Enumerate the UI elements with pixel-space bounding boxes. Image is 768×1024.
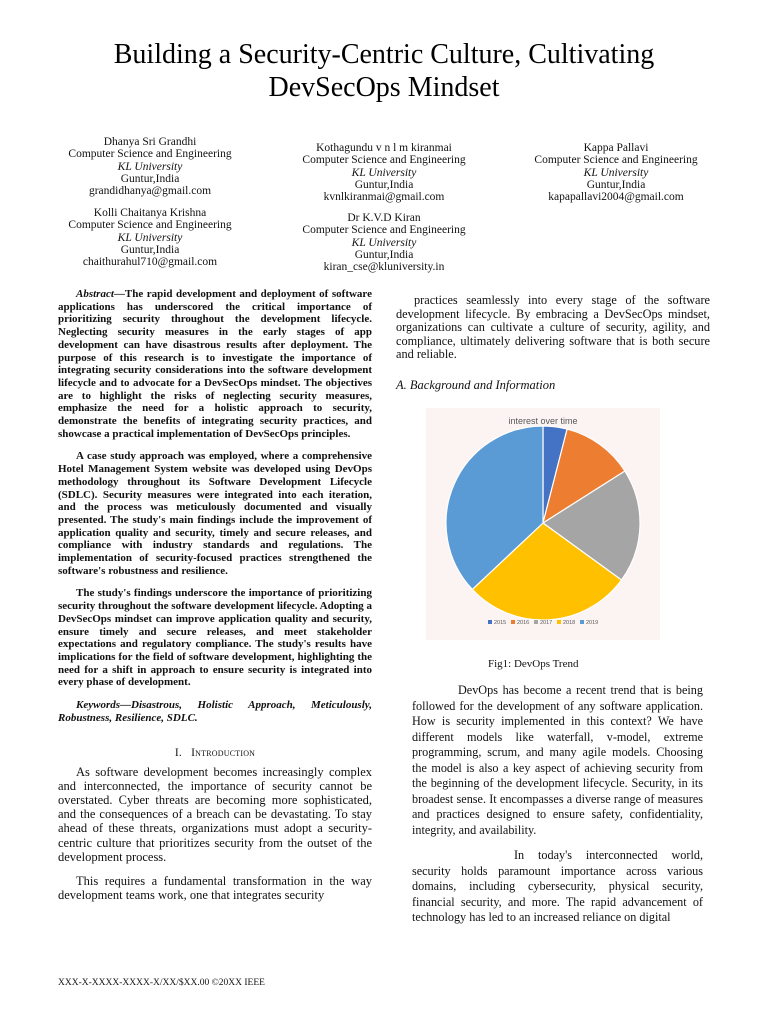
author-org: KL University <box>117 160 183 173</box>
legend-label-2019: 2019 <box>586 620 599 626</box>
intro-paragraph-1: As software development becomes increasingly complex and interconnected, the importance of security cannot be overstated. Cyber threats are becoming more sophisticated, and the consequences of a breach can be devastating. To stay ahead of these threats, organizations must adopt a security- centric culture that prioritizes security from the outset of the development process. <box>58 764 372 864</box>
abstract-paragraph-3: The study's findings underscore the importance of prioritizing security throughout the software development lifecycle. Adopting a DevSecOps mindset can improve application quality and security, ensure timely and secure releases, and meet stakeholder expectations and regulatory compliance. The study's results have implications for the field of software development, highlighting the need for a shift in approach to ensure security is integrated into every phase of development. <box>58 587 372 689</box>
author-location: Guntur,India <box>120 172 180 185</box>
author-name: Kothagundu v n l m kiranmai <box>316 142 452 154</box>
author-location: Guntur,India <box>354 248 414 261</box>
author-dept: Computer Science and Engineering <box>68 148 232 161</box>
legend-label-2016: 2016 <box>517 620 530 626</box>
pie-chart-figure <box>426 408 660 640</box>
abstract-text: —The rapid development and deployment of software applications has underscored the critical importance of prioritizing security throughout the development lifecycle. Neglecting security measures in the early stages of app development can have disastrous results after deployment. The purpose of this research is to investigate the importance of integrating security considerations into the software development lifecycle and to advocate for a DevSecOps mindset. The objectives are to highlight the risks of neglecting security measures, emphasize the need for a holistic approach to security, demonstrate the benefits of integrating security practices, and showcase a practical implementation of DevSecOps principles. <box>58 288 372 440</box>
author-email: chaithurahul710@gmail.com <box>82 256 218 269</box>
author-5 <box>290 212 478 273</box>
legend-swatch-2015 <box>488 620 492 624</box>
author-3 <box>524 142 708 203</box>
author-4 <box>58 207 242 268</box>
author-org: KL University <box>351 236 417 249</box>
author-dept: Computer Science and Engineering <box>302 154 466 167</box>
author-email: grandidhanya@gmail.com <box>88 185 212 198</box>
author-org: KL University <box>117 231 183 244</box>
right-paragraph-1: practices seamlessly into every stage of the software development lifecycle. By embracing a DevSecOps mindset, organizations can cultivate a culture of security, agility, and compliance, ultimately delivering software that is both secure and reliable. <box>396 293 710 362</box>
legend-swatch-2019 <box>580 620 584 624</box>
legend-label-2015: 2015 <box>494 620 507 626</box>
author-location: Guntur,India <box>354 178 414 191</box>
author-dept: Computer Science and Engineering <box>534 154 698 167</box>
author-org: KL University <box>351 166 417 179</box>
author-1 <box>58 136 242 197</box>
legend-swatch-2016 <box>511 620 515 624</box>
pie-chart <box>426 408 660 640</box>
author-dept: Computer Science and Engineering <box>302 224 466 237</box>
keywords: Keywords—Disastrous, Holistic Approach, Meticulously, Robustness, Resilience, SDLC. <box>58 699 372 724</box>
footer-copyright: XXX-X-XXXX-XXXX-X/XX/$XX.00 ©20XX IEEE <box>58 978 265 988</box>
chart-title: interest over time <box>508 416 578 426</box>
legend-label-2017: 2017 <box>540 620 553 626</box>
right-paragraph-2: DevOps has become a recent trend that is being followed for the development of any software application. How is security implemented in this context? We have different models like waterfall, v-model, extreme programming, scrum, and many agile models. Choosing the model is also a key aspect of achieving security from the beginning of the development lifecycle. Security, in its broadest sense. It encompasses a diverse range of measures and practices designed to ensure safety, confidentiality, integrity, and availability. <box>412 683 703 837</box>
author-name: Dr K.V.D Kiran <box>347 212 421 224</box>
legend-swatch-2018 <box>557 620 561 624</box>
right-paragraph-3: In today's interconnected world, security holds paramount importance across various domains, including cybersecurity, physical security, financial security, and more. The rapid advancement of technology has led to an increased reliance on digital <box>412 848 703 924</box>
paper-title <box>40 38 728 104</box>
right-column <box>396 294 710 393</box>
abstract <box>58 288 372 440</box>
author-dept: Computer Science and Engineering <box>68 219 232 232</box>
figure-caption: Fig1: DevOps Trend <box>488 658 579 670</box>
intro-paragraph-2: This requires a fundamental transformation in the way development teams work, one that integrates security <box>58 873 372 903</box>
author-org: KL University <box>583 166 649 179</box>
legend-swatch-2017 <box>534 620 538 624</box>
author-location: Guntur,India <box>120 243 180 256</box>
left-column <box>58 288 372 908</box>
author-name: Dhanya Sri Grandhi <box>103 136 197 148</box>
subsection-heading: A. Background and Information <box>396 377 556 392</box>
section-number: I. <box>174 746 182 759</box>
abstract-paragraph-2: A case study approach was employed, where a comprehensive Hotel Management System website was developed using DevOps methodology throughout its Software Development Lifecycle (SDLC). Security measures were integrated into each iteration, and the process was meticulously documented and visually presented. The study's main findings include the improvement of application quality and security, timely and secure releases, and compliance with industry standards and regulations. The implementation of security-focused practices strengthened the software's robustness and resilience. <box>58 450 372 577</box>
author-location: Guntur,India <box>586 178 646 191</box>
author-email: kvnlkiranmai@gmail.com <box>323 191 445 204</box>
abstract-label: Abstract <box>76 288 114 300</box>
right-body <box>412 683 703 932</box>
author-email: kiran_cse@kluniversity.in <box>323 261 445 274</box>
title-line-1: Building a Security-Centric Culture, Cultivating <box>113 39 655 70</box>
section-title: Introduction <box>191 746 256 759</box>
author-name: Kappa Pallavi <box>583 142 649 154</box>
legend-label-2018: 2018 <box>563 620 576 626</box>
author-email: kapapallavi2004@gmail.com <box>548 191 684 204</box>
author-name: Kolli Chaitanya Krishna <box>93 207 207 219</box>
section-heading-introduction <box>58 747 372 759</box>
author-2 <box>290 142 478 203</box>
title-line-2: DevSecOps Mindset <box>268 72 500 103</box>
